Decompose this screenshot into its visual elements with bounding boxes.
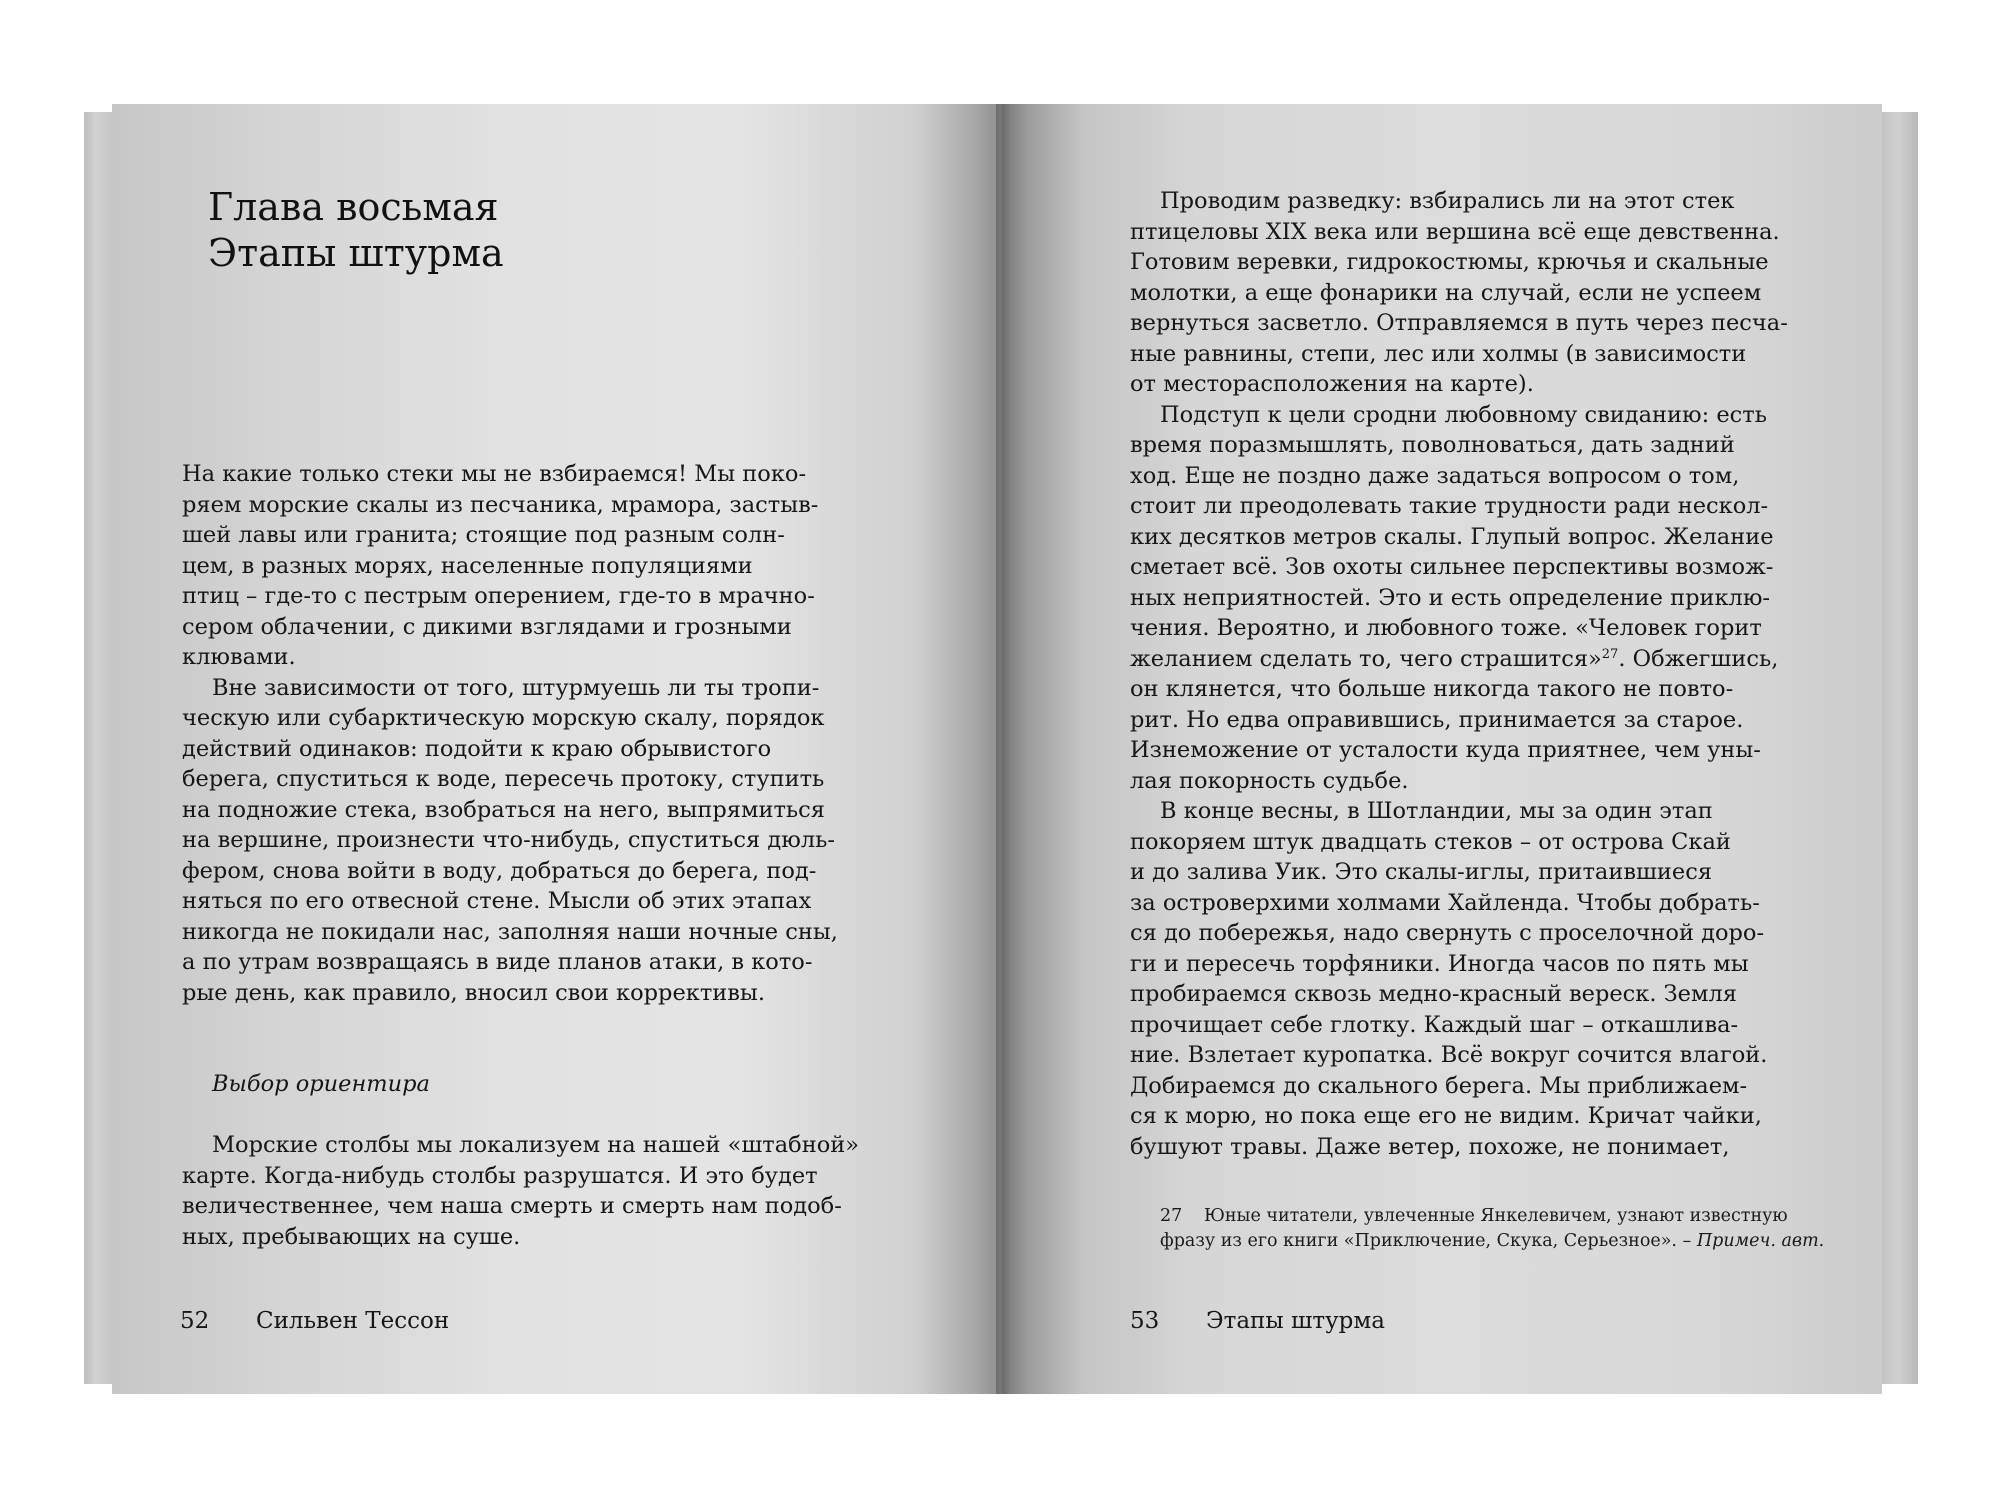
line-text: ных, пребывающих на суше. — [182, 1223, 521, 1250]
line-text: фером, снова войти в воду, добраться до берега, под- — [182, 857, 817, 884]
page-number-right: 53 — [1130, 1308, 1160, 1334]
right-paragraph-line — [1130, 1040, 1830, 1071]
line-text: ход. Еще не поздно даже задаться вопросом о том, — [1130, 462, 1740, 489]
left-paragraph-line — [182, 825, 882, 856]
line-text: он клянется, что больше никогда такого не повто- — [1130, 676, 1734, 702]
line-text: время поразмышлять, поволноваться, дать задний — [1130, 432, 1735, 458]
footnote-marker[interactable]: 27 — [1601, 646, 1619, 662]
line-text: от месторасположения на карте). — [1130, 371, 1534, 397]
line-text: рит. Но едва оправившись, принимается за старое. — [1130, 706, 1744, 733]
line-text: птицеловы XIX века или вершина всё еще девственна. — [1130, 218, 1780, 245]
spine-shadow — [996, 104, 1010, 1394]
footnote — [1160, 1204, 1860, 1254]
line-text: чения. Вероятно, и любовного тоже. «Человек горит — [1130, 615, 1762, 641]
right-paragraph-line — [1130, 1101, 1830, 1132]
right-paragraph-line — [1130, 613, 1830, 644]
right-paragraph-line — [1130, 674, 1830, 705]
right-paragraph-line — [1130, 644, 1830, 675]
footnote-text-1: Юные читатели, увлеченные Янкелевичем, узнают известную — [1204, 1206, 1788, 1226]
page-block-edge-right — [1880, 112, 1918, 1384]
line-text: за островерхими холмами Хайленда. Чтобы добрать- — [1130, 889, 1760, 916]
right-running-foot — [1130, 1308, 1385, 1334]
line-text: сметает всё. Зов охоты сильнее перспективы возмож- — [1130, 554, 1774, 580]
line-text: ся к морю, но пока еще его не видим. Кричат чайки, — [1130, 1103, 1762, 1129]
line-text: ряем морские скалы из песчаника, мрамора, застыв- — [182, 491, 819, 518]
line-text: Добираемся до скального берега. Мы приближаем- — [1130, 1072, 1748, 1099]
right-paragraph-line — [1130, 918, 1830, 949]
left-paragraph-line — [182, 978, 882, 1009]
right-paragraph-line — [1130, 857, 1830, 888]
right-paragraph-line — [1130, 949, 1830, 980]
left-paragraph-line — [182, 734, 882, 765]
chapter-number: Глава восьмая — [208, 185, 499, 229]
line-text: ные равнины, степи, лес или холмы (в зависимости — [1130, 340, 1747, 367]
line-text: на вершине, произнести что-нибудь, спуститься дюль- — [182, 827, 835, 853]
line-text: клювами. — [182, 644, 296, 670]
right-paragraph-line — [1130, 1132, 1830, 1163]
footnote-text-2: фразу из его книги «Приключение, Скука, Серьезное». – — [1160, 1231, 1692, 1251]
line-text: Морские столбы мы локализуем на нашей «штабной» — [212, 1132, 860, 1158]
left-paragraph-line — [182, 673, 882, 704]
right-paragraph-line — [1130, 1071, 1830, 1102]
line-text: ческую или субарктическую морскую скалу, порядок — [182, 705, 825, 731]
paragraph-gap — [182, 1008, 882, 1039]
left-paragraph-after-line — [182, 1222, 882, 1253]
line-text: цем, в разных морях, населенные популяциями — [182, 552, 753, 579]
left-paragraph-after-line — [182, 1191, 882, 1222]
section-subheading: Выбор ориентира — [212, 1071, 430, 1097]
paragraph-gap — [182, 1100, 882, 1131]
line-text: ги и пересечь торфяники. Иногда часов по пять мы — [1130, 950, 1749, 977]
footnote-number: 27 — [1160, 1206, 1183, 1226]
line-text: На какие только стеки мы не взбираемся! Мы поко- — [182, 461, 807, 487]
left-running-foot — [180, 1308, 449, 1334]
left-paragraph-line — [182, 795, 882, 826]
line-text: бушуют травы. Даже ветер, похоже, не понимает, — [1130, 1133, 1730, 1160]
right-paragraph-line — [1130, 979, 1830, 1010]
right-paragraph-line — [1130, 186, 1830, 217]
line-text-rest: . Обжегшись, — [1618, 645, 1779, 672]
left-paragraph-line — [182, 520, 882, 551]
line-text: стоит ли преодолевать такие трудности ради нескол- — [1130, 493, 1769, 519]
line-text: сером облачении, с дикими взглядами и грозными — [182, 613, 792, 640]
line-text: молотки, а еще фонарики на случай, если не успеем — [1130, 279, 1762, 306]
line-text: а по утрам возвращаясь в виде планов атаки, в кото- — [182, 949, 813, 975]
right-paragraph-line — [1130, 827, 1830, 858]
line-text: Подступ к цели сродни любовному свиданию: есть — [1160, 401, 1767, 428]
right-paragraph-line — [1130, 400, 1830, 431]
left-paragraph-line — [182, 642, 882, 673]
left-paragraph-line — [182, 917, 882, 948]
line-text: няться по его отвесной стене. Мысли об этих этапах — [182, 888, 812, 914]
right-paragraph-line — [1130, 705, 1830, 736]
line-text: покоряем штук двадцать стеков – от острова Скай — [1130, 828, 1731, 855]
left-paragraph-after-line — [182, 1130, 882, 1161]
line-text: вернуться засветло. Отправляемся в путь через песча- — [1130, 310, 1788, 336]
left-paragraph-line — [182, 581, 882, 612]
right-paragraph-line — [1130, 583, 1830, 614]
right-paragraph-line — [1130, 461, 1830, 492]
line-text: шей лавы или гранита; стоящие под разным солн- — [182, 522, 785, 548]
line-text: Изнеможение от усталости куда приятнее, чем уны- — [1130, 737, 1761, 763]
right-paragraph-line — [1130, 766, 1830, 797]
right-paragraph-line — [1130, 522, 1830, 553]
line-text: В конце весны, в Шотландии, мы за один этап — [1160, 798, 1713, 824]
line-text: Вне зависимости от того, штурмуешь ли ты тропи- — [212, 674, 820, 701]
footnote-attribution: Примеч. авт. — [1691, 1231, 1825, 1251]
right-paragraph-line — [1130, 888, 1830, 919]
line-text: желанием сделать то, чего страшится» — [1130, 645, 1602, 672]
left-body-text — [182, 459, 882, 1252]
chapter-title — [208, 184, 504, 276]
right-paragraph-line — [1130, 735, 1830, 766]
right-paragraph-line — [1130, 796, 1830, 827]
footnote-line-1 — [1160, 1204, 1860, 1229]
line-text: и до залива Уик. Это скалы-иглы, притаившиеся — [1130, 859, 1713, 885]
footnote-line-2 — [1160, 1229, 1860, 1254]
left-paragraph-line — [182, 886, 882, 917]
left-paragraph-line — [182, 947, 882, 978]
line-text: прочищает себе глотку. Каждый шаг – откашлива- — [1130, 1011, 1739, 1038]
line-text: величественнее, чем наша смерть и смерть нам подоб- — [182, 1193, 842, 1219]
right-body-text — [1130, 186, 1830, 1162]
left-paragraph-line — [182, 459, 882, 490]
line-text: лая покорность судьбе. — [1130, 767, 1409, 794]
right-paragraph-line — [1130, 552, 1830, 583]
page-block-edge-left — [84, 112, 114, 1384]
line-text: Проводим разведку: взбирались ли на этот стек — [1160, 188, 1735, 214]
right-paragraph-line — [1130, 430, 1830, 461]
line-text: карте. Когда-нибудь столбы разрушатся. И это будет — [182, 1162, 818, 1189]
line-text: берега, спуститься к воде, пересечь протоку, ступить — [182, 766, 825, 792]
chapter-running-head: Этапы штурма — [1206, 1308, 1385, 1334]
right-page — [1002, 104, 1882, 1394]
line-text: ных неприятностей. Это и есть определение приклю- — [1130, 584, 1771, 611]
paragraph-gap — [182, 1039, 882, 1070]
page-number-left: 52 — [180, 1308, 210, 1334]
line-text: ся до побережья, надо свернуть с проселочной доро- — [1130, 920, 1765, 946]
author-running-head: Сильвен Тессон — [256, 1308, 450, 1334]
left-paragraph-after-line — [182, 1161, 882, 1192]
right-paragraph-line — [1130, 1010, 1830, 1041]
line-text: на подножие стека, взобраться на него, выпрямиться — [182, 796, 825, 823]
right-paragraph-line — [1130, 491, 1830, 522]
line-text: ние. Взлетает куропатка. Всё вокруг сочится влагой. — [1130, 1042, 1768, 1068]
line-text: действий одинаков: подойти к краю обрывистого — [182, 735, 772, 762]
line-text: ких десятков метров скалы. Глупый вопрос. Желание — [1130, 523, 1774, 550]
right-paragraph-line — [1130, 369, 1830, 400]
left-paragraph-line — [182, 764, 882, 795]
right-paragraph-line — [1130, 339, 1830, 370]
right-paragraph-line — [1130, 247, 1830, 278]
right-paragraph-line — [1130, 217, 1830, 248]
right-paragraph-line — [1130, 278, 1830, 309]
left-paragraph-line — [182, 612, 882, 643]
left-page — [112, 104, 1004, 1394]
line-text: пробираемся сквозь медно-красный вереск. Земля — [1130, 981, 1737, 1007]
line-text: Готовим веревки, гидрокостюмы, крючья и скальные — [1130, 249, 1769, 275]
chapter-name: Этапы штурма — [208, 231, 504, 275]
right-paragraph-line — [1130, 308, 1830, 339]
line-text: рые день, как правило, вносил свои коррективы. — [182, 979, 765, 1006]
left-paragraph-line — [182, 551, 882, 582]
left-paragraph-line — [182, 490, 882, 521]
line-text: птиц – где-то с пестрым оперением, где-то в мрачно- — [182, 583, 815, 609]
line-text: никогда не покидали нас, заполняя наши ночные сны, — [182, 918, 838, 945]
left-paragraph-line — [182, 703, 882, 734]
left-paragraph-line — [182, 856, 882, 887]
